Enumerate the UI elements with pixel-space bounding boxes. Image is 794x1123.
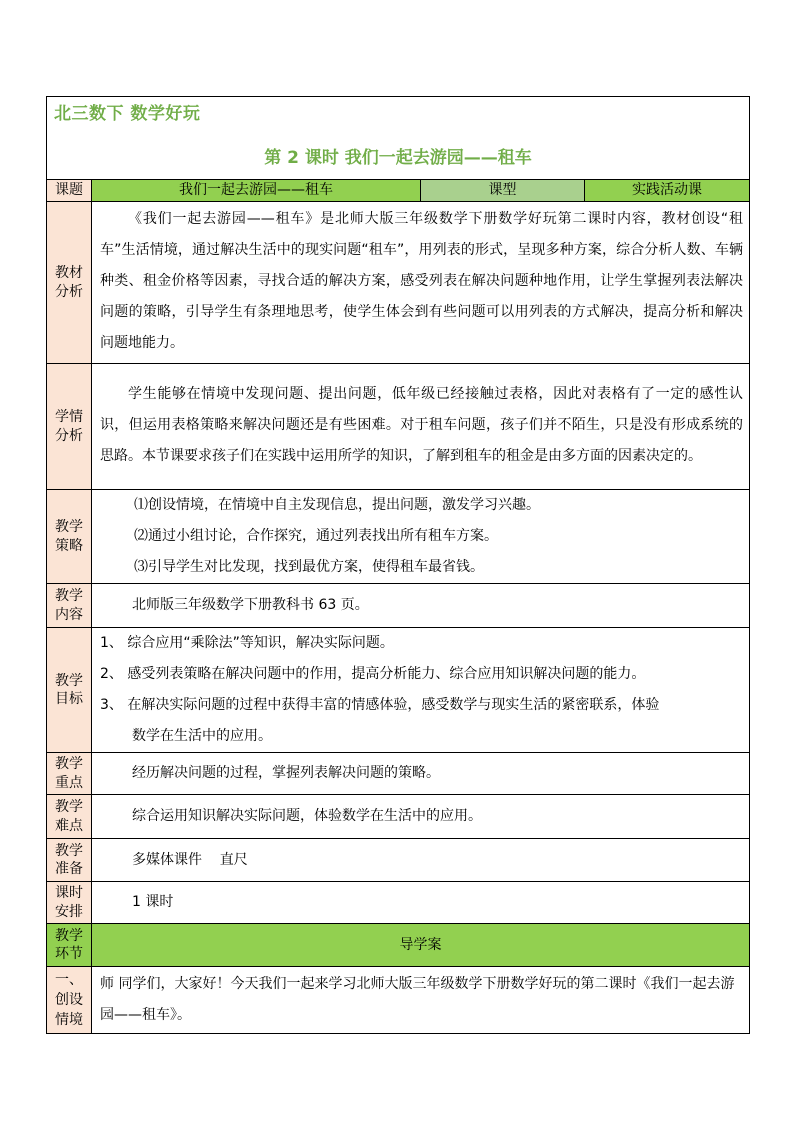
schedule-text: 1 课时 <box>132 894 174 911</box>
type-value: 实践活动课 <box>585 180 750 202</box>
material-analysis-text: 《我们一起去游园——租车》是北师大版三年级数学下册数学好玩第二课时内容，教材创设“租车”生活情境，通过解决生活中的现实问题“租车”，用列表的形式，呈现多种方案，综合分析人数、车辆种类、租金价格等因素，寻找合适的解决方案，感受列表在解决问题种地作用，让学生掌握列表法解决问题的策略，引导学生有条理地思考，使学生体会到有些问题可以用列表的方式解决，提高分析和解决问题地能力。 <box>100 211 743 351</box>
goals-row <box>47 628 750 753</box>
goals-cell <box>92 628 750 753</box>
phase-header: 导学案 <box>92 924 750 967</box>
phase-label: 教学 环节 <box>47 924 92 967</box>
phase-row <box>47 924 750 967</box>
header-row <box>47 97 750 180</box>
lesson-plan-document <box>46 96 749 1034</box>
schedule-row <box>47 882 750 924</box>
key-points-label: 教学 重点 <box>47 753 92 795</box>
section-one-label: 一、 创设 情境 <box>47 967 92 1034</box>
section-one-row <box>47 967 750 1034</box>
goals-label: 教学 目标 <box>47 628 92 753</box>
header-cell <box>47 97 750 180</box>
difficulties-cell <box>92 795 750 839</box>
student-analysis-label: 学情 分析 <box>47 364 92 490</box>
key-points-row <box>47 753 750 795</box>
topic-value: 我们一起去游园——租车 <box>92 180 421 202</box>
lesson-plan-table <box>46 96 750 1034</box>
content-label: 教学 内容 <box>47 584 92 628</box>
document-title: 北三数下 数学好玩 <box>54 104 201 124</box>
schedule-label: 课时 安排 <box>47 882 92 924</box>
goal-item: 1、 综合应用“乘除法”等知识，解决实际问题。 <box>100 635 394 651</box>
goal-item: 2、 感受列表策略在解决问题中的作用，提高分析能力、综合应用知识解决问题的能力。 <box>100 666 646 682</box>
material-analysis-row <box>47 202 750 364</box>
difficulties-text: 综合运用知识解决实际问题，体验数学在生活中的应用。 <box>132 808 482 825</box>
strategy-label: 教学 策略 <box>47 490 92 584</box>
content-cell <box>92 584 750 628</box>
section-one-text: 师 同学们，大家好！今天我们一起来学习北师大版三年级数学下册数学好玩的第二课时《我们一起去游园——租车》。 <box>100 976 735 1023</box>
material-analysis-label: 教材 分析 <box>47 202 92 364</box>
course-row <box>47 180 750 202</box>
student-analysis-text: 学生能够在情境中发现问题、提出问题，低年级已经接触过表格，因此对表格有了一定的感性认识，但运用表格策略来解决问题还是有些困难。对于租车问题，孩子们并不陌生，只是没有形成系统的思路。本节课要求孩子们在实践中运用所学的知识，了解到租车的租金是由多方面的因素决定的。 <box>100 386 743 464</box>
preparation-row <box>47 839 750 882</box>
strategy-item: ⑶引导学生对比发现，找到最优方案，使得租车最省钱。 <box>134 559 484 575</box>
section-one-cell <box>92 967 750 1034</box>
topic-label: 课题 <box>47 180 92 202</box>
preparation-cell <box>92 839 750 882</box>
strategy-cell <box>92 490 750 584</box>
schedule-cell <box>92 882 750 924</box>
lesson-subtitle: 第 2 课时 我们一起去游园——租车 <box>264 148 532 168</box>
strategy-item: ⑴创设情境，在情境中自主发现信息，提出问题，激发学习兴趣。 <box>134 497 540 513</box>
key-points-cell <box>92 753 750 795</box>
preparation-text: 多媒体课件 直尺 <box>132 851 248 868</box>
strategy-item: ⑵通过小组讨论，合作探究，通过列表找出所有租车方案。 <box>134 528 498 544</box>
preparation-label: 教学 准备 <box>47 839 92 882</box>
goal-item: 3、 在解决实际问题的过程中获得丰富的情感体验，感受数学与现实生活的紧密联系，体验 <box>100 697 660 713</box>
difficulties-label: 教学 难点 <box>47 795 92 839</box>
content-text: 北师版三年级数学下册教科书 63 页。 <box>132 597 369 614</box>
key-points-text: 经历解决问题的过程，掌握列表解决问题的策略。 <box>132 765 440 782</box>
material-analysis-cell <box>92 202 750 364</box>
goal-item-continuation: 数学在生活中的应用。 <box>132 728 272 744</box>
type-label: 课型 <box>421 180 585 202</box>
strategy-row <box>47 490 750 584</box>
student-analysis-row <box>47 364 750 490</box>
content-row <box>47 584 750 628</box>
difficulties-row <box>47 795 750 839</box>
student-analysis-cell <box>92 364 750 490</box>
